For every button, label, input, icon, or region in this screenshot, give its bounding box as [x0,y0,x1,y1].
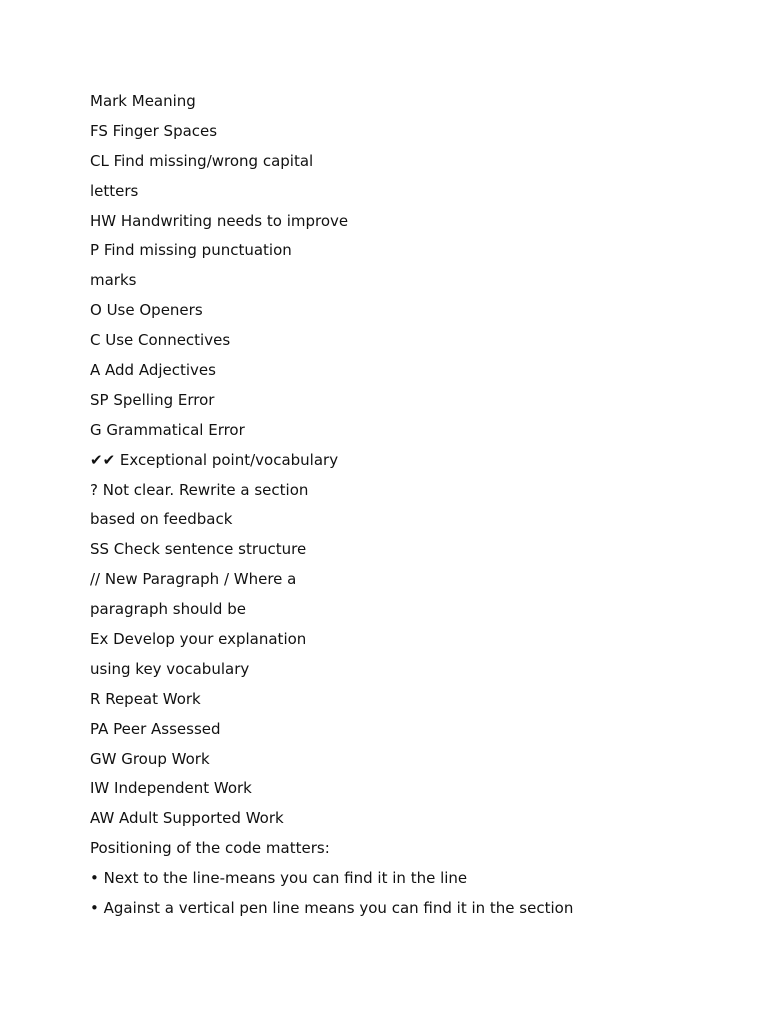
text-line: // New Paragraph / Where a [90,570,297,589]
marking-code-list [90,87,573,924]
text-line: • Next to the line-means you can find it in the line [90,869,468,888]
text-line: Mark Meaning [90,92,196,110]
text-line: PA Peer Assessed [90,719,221,738]
text-line: based on feedback [90,510,233,529]
text-line: AW Adult Supported Work [90,809,284,828]
text-line: Positioning of the code matters: [90,839,330,858]
text-line: A Add Adjectives [90,361,216,380]
text-line: ? Not clear. Rewrite a section [90,480,309,499]
text-line: FS Finger Spaces [90,121,218,140]
text-line: paragraph should be [90,600,246,619]
text-line: P Find missing punctuation [90,241,292,260]
text-line: letters [90,181,139,200]
text-line: using key vocabulary [90,659,250,678]
text-line: HW Handwriting needs to improve [90,211,349,230]
text-line: • Against a vertical pen line means you can find it in the section [90,899,574,918]
text-line: Ex Develop your explanation [90,630,307,649]
text-line: marks [90,271,137,290]
text-line: O Use Openers [90,301,203,320]
text-line: IW Independent Work [90,779,252,798]
text-line: G Grammatical Error [90,420,245,439]
text-line: C Use Connectives [90,331,231,350]
text-line: ✔✔ Exceptional point/vocabulary [90,450,339,469]
text-line: CL Find missing/wrong capital [90,151,314,170]
text-line: GW Group Work [90,749,210,768]
text-line: SS Check sentence structure [90,540,307,559]
text-line: SP Spelling Error [90,390,215,409]
text-line: R Repeat Work [90,689,201,708]
